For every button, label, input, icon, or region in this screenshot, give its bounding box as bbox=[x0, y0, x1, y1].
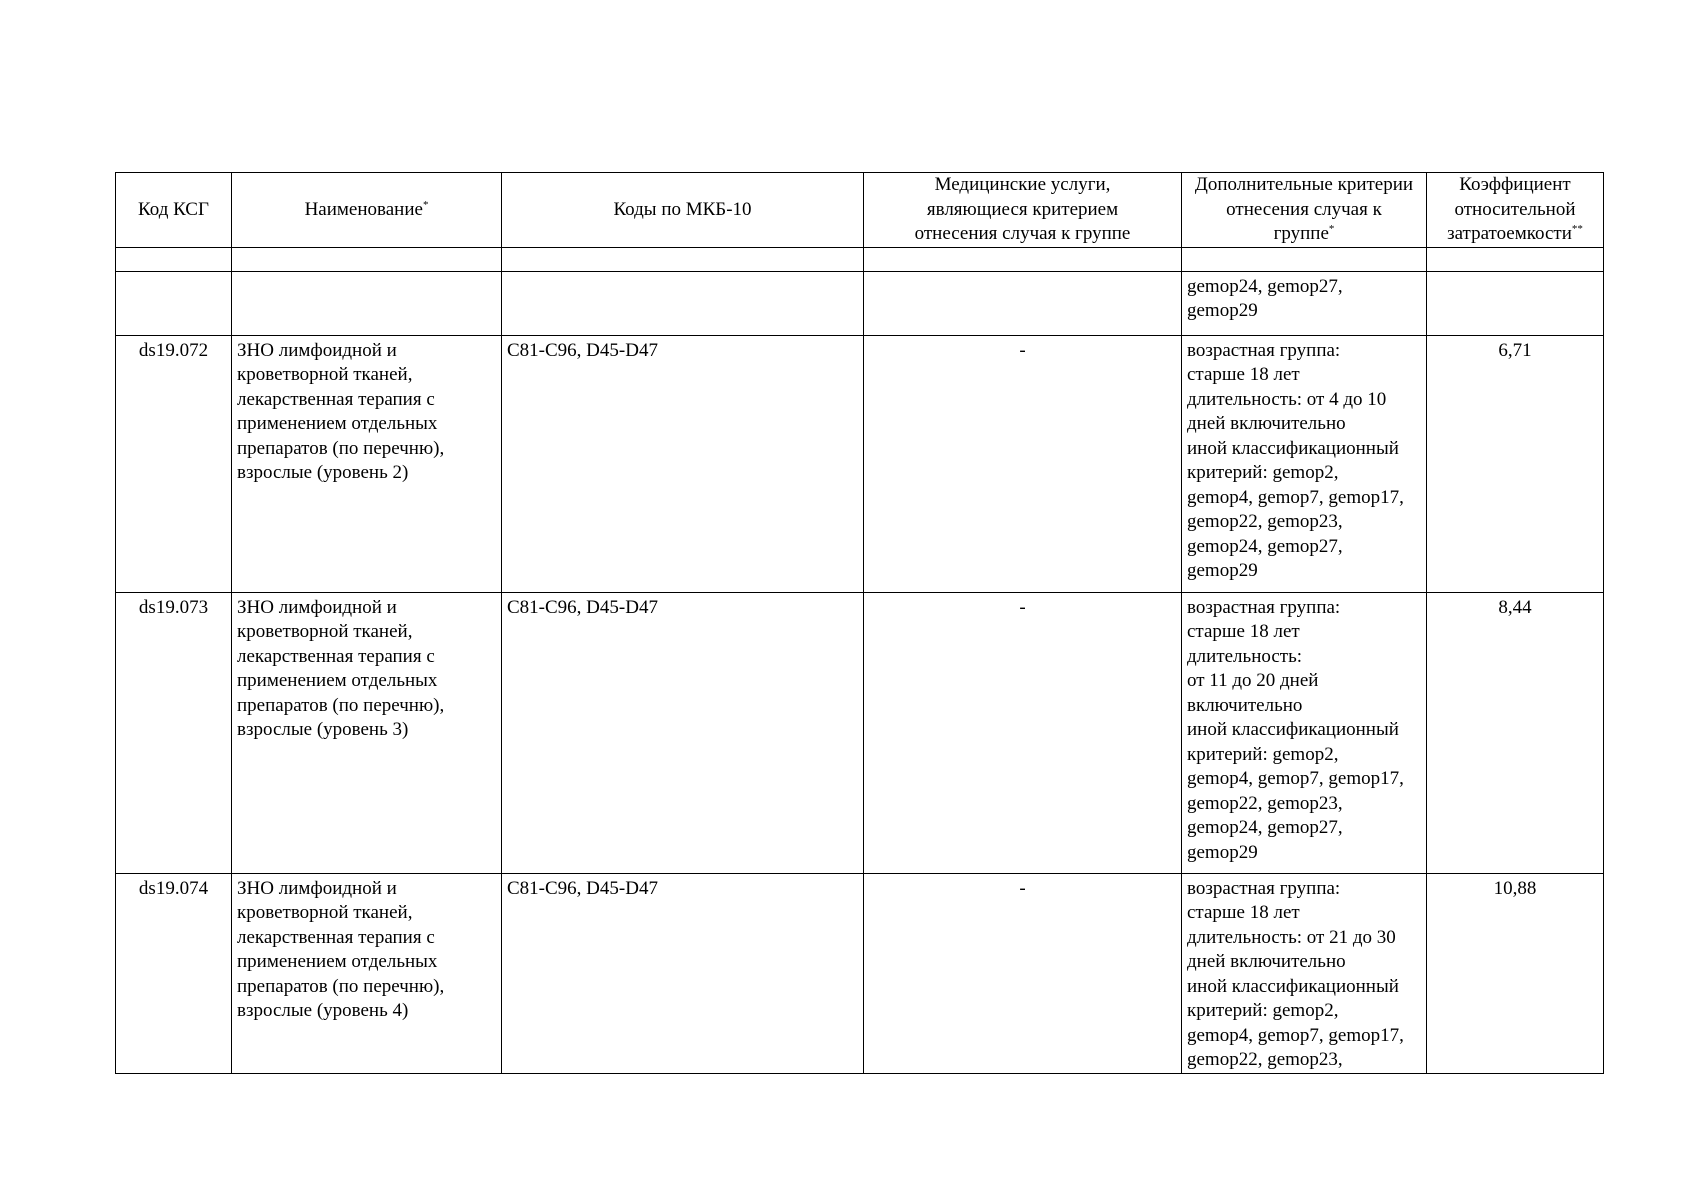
footnote-mark: ** bbox=[1571, 223, 1583, 235]
table-spacer-row bbox=[116, 247, 1604, 271]
header-cost-coefficient: Коэффициент относительной затратоемкости** bbox=[1427, 173, 1604, 248]
table-row-continued bbox=[116, 271, 1604, 335]
coefficient-cell: 6,71 bbox=[1427, 335, 1604, 592]
ksg-code-cell: ds19.072 bbox=[116, 335, 232, 592]
mkb-codes-cell: C81-C96, D45-D47 bbox=[502, 873, 864, 1073]
footnote-mark: * bbox=[422, 198, 429, 211]
footnote-mark: * bbox=[1328, 223, 1335, 235]
header-medical-services: Медицинские услуги, являющиеся критерием отнесения случая к группе bbox=[864, 173, 1182, 248]
table-header-row bbox=[116, 173, 1604, 248]
document-page bbox=[115, 172, 1603, 1074]
table-row bbox=[116, 335, 1604, 592]
coefficient-cell: 8,44 bbox=[1427, 592, 1604, 873]
name-cell: ЗНО лимфоидной и кроветворной тканей, лекарственная терапия с применением отдельных препаратов (по перечню), взрослые (уровень 4) bbox=[232, 873, 502, 1073]
name-cell: ЗНО лимфоидной и кроветворной тканей, лекарственная терапия с применением отдельных препаратов (по перечню), взрослые (уровень 3) bbox=[232, 592, 502, 873]
criteria-cell: возрастная группа: старше 18 лет длительность: от 21 до 30 дней включительно иной классификационный критерий: gemop2, gemop4, gemop7, gemop17, gemop22, gemop23, bbox=[1182, 873, 1427, 1073]
header-mkb-codes: Коды по МКБ-10 bbox=[502, 173, 864, 248]
criteria-cell: возрастная группа: старше 18 лет длительность: от 11 до 20 дней включительно иной классификационный критерий: gemop2, gemop4, gemop7, gemop17, gemop22, gemop23, gemop24, gemop27, gemop29 bbox=[1182, 592, 1427, 873]
table-row bbox=[116, 873, 1604, 1073]
mkb-codes-cell: C81-C96, D45-D47 bbox=[502, 592, 864, 873]
name-cell: ЗНО лимфоидной и кроветворной тканей, лекарственная терапия с применением отдельных препаратов (по перечню), взрослые (уровень 2) bbox=[232, 335, 502, 592]
ksg-code-cell: ds19.073 bbox=[116, 592, 232, 873]
table-row bbox=[116, 592, 1604, 873]
services-cell: - bbox=[864, 873, 1182, 1073]
header-additional-criteria: Дополнительные критерии отнесения случая к группе* bbox=[1182, 173, 1427, 248]
criteria-cell: gemop24, gemop27, gemop29 bbox=[1182, 271, 1427, 335]
header-name: Наименование* bbox=[232, 173, 502, 248]
ksg-table bbox=[115, 172, 1604, 1074]
ksg-code-cell: ds19.074 bbox=[116, 873, 232, 1073]
services-cell: - bbox=[864, 592, 1182, 873]
coefficient-cell: 10,88 bbox=[1427, 873, 1604, 1073]
mkb-codes-cell: C81-C96, D45-D47 bbox=[502, 335, 864, 592]
services-cell: - bbox=[864, 335, 1182, 592]
criteria-cell: возрастная группа: старше 18 лет длительность: от 4 до 10 дней включительно иной классификационный критерий: gemop2, gemop4, gemop7, gemop17, gemop22, gemop23, gemop24, gemop27, gemop29 bbox=[1182, 335, 1427, 592]
header-code: Код КСГ bbox=[116, 173, 232, 248]
